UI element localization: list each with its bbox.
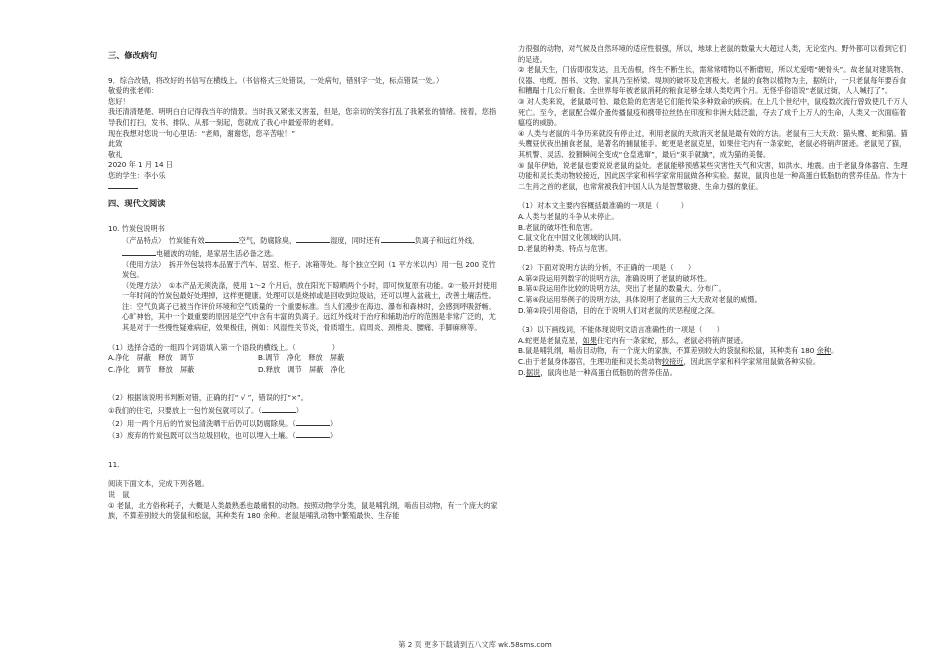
q3-option-d[interactable]: D.据说，鼠肉也是一种高蛋白低脂肪的营养佳品。	[518, 367, 677, 377]
article-paragraph-3: ③ 对人类来说，老鼠最可怕、最危险的危害是它们能传染多种致命的疾病。在上几个世纪中，鼠疫数次流行曾致使几千万人死亡。至今，老鼠配合媒介蚤传播鼠疫和携带拉丝热在印度和非洲大陆泛滥，夺去了成千上万人的生命，人类又一次面临着瘟疫的威胁。	[518, 96, 908, 128]
question-3: （3）以下画线词，不能体现说明文语言准确性的一项是（ ）	[518, 325, 724, 335]
letter-closing-2: 敬礼	[108, 149, 123, 159]
letter-date: 2020 年 1 月 14 日	[108, 160, 173, 170]
fill-blank[interactable]	[205, 234, 239, 243]
letter-body-1: 我还清清楚楚、明明白白记得我当年的情景。当时我又紧张又害羞，但是，您亲切的笑容打乱了我紧张的情绪。接着，您指导我们打扫，发书、排队、从那一刻起，您就成了我心中最爱带的老师。	[108, 107, 497, 127]
answer-blank[interactable]	[262, 404, 296, 413]
q11-number: 11.	[108, 459, 120, 469]
q3-option-c[interactable]: C.由于老鼠身体器官，生理功能和灵长类动物较接近，因此医学家和科学家常用鼠做各种实验。	[518, 357, 821, 367]
q9-intro: 9．综合改错，将改好的书信写在横线上。（书信格式三处错误，一处病句，错别字一处，标点错误一处。）	[108, 75, 444, 85]
option-c[interactable]: C.净化 调节 释放 屏蔽	[108, 364, 195, 374]
letter-body-2: 现在我想对您说一句心里话：“老师，谢谢您，您辛苦啦！”	[108, 128, 296, 138]
q11-intro: 阅读下面文本，完成下列各题。	[108, 479, 209, 489]
letter-salutation: 敬爱的张老师：	[108, 86, 159, 96]
q10-paragraph-3: （处理方法） ①本产品无须洗涤，使用 1～2 个月后，放在阳光下晾晒两个小时，即可恢复原有功能。②一般开封使用一年时间的竹炭包最好处理掉，这样更健康。处理可以是烧掉或是回收到垃圾站，还可以埋入盆栽土，改善土壤活性。	[122, 280, 498, 301]
article-paragraph-5: ⑤ 鼠年伊始，说老鼠也要说说老鼠的益处。老鼠能够预感某些灾害性天气和灾害，如洪水、地震。由于老鼠身体器官、生理功能和灵长类动物较接近，因此医学家和科学家常用鼠做各种实验。据说，鼠肉也是一种高蛋白低脂肪的营养佳品。作为十二生肖之首的老鼠，也常常被我们中国人认为是智慧敏捷、生命力强的象征。	[518, 160, 908, 191]
fill-blank[interactable]	[122, 247, 156, 256]
option-b[interactable]: B.调节 净化 释放 屏蔽	[258, 353, 345, 363]
letter-greeting: 您好！	[108, 96, 130, 106]
q2-option-a[interactable]: A.第②段运用列数字的说明方法，准确说明了老鼠的破坏性。	[518, 273, 712, 283]
option-a[interactable]: A.净化 屏蔽 释放 调节	[108, 353, 195, 363]
section-title-reading: 四、现代文阅读	[108, 198, 166, 209]
article-paragraph-1-cont: 力很强的动物，对气候及自然环境的适应性很强，所以，地球上老鼠的数量大大超过人类，无论室内、野外都可以看到它们的足迹。	[518, 44, 907, 64]
q3-option-a[interactable]: A.蛇更是老鼠克星，如果住宅内有一条家蛇，那么，老鼠必将销声匿迹。	[518, 335, 748, 345]
q3-option-b[interactable]: B.鼠是哺乳纲，啮齿目动物，有一个庞大的家族，不算差别较大的袋鼠和松鼠，其种类有 180 余种。	[518, 346, 839, 356]
q1-option-c[interactable]: C.鼠文化在中国文化领域的认同。	[518, 233, 626, 243]
q10-sub-1: （1）选择合适的一组四个词语填入第一个语段的横线上。（ ）	[108, 342, 339, 352]
fill-blank[interactable]	[296, 234, 330, 243]
letter-closing-1: 此致	[108, 139, 123, 149]
q11-article-title: 说 鼠	[108, 490, 130, 499]
article-paragraph-4: ④ 人类与老鼠的斗争历来就没有停止过，利用老鼠的天敌消灭老鼠是最有效的方法。老鼠有三大天敌：猫头鹰、蛇和猫。猫头鹰昼伏夜出捕食老鼠，是著名的捕鼠能手。蛇更是老鼠克星，如果住宅内有一条家蛇，老鼠必将销声匿迹。老鼠见了猫，其机警、灵活、狡猾瞬间全变成“仓皇逃窜”，最后“束手就擒”，成为猫的美餐。	[518, 128, 908, 159]
q10-paragraph-2: （使用方法） 拆开外包装将本品置于汽车、居室、柜子、冰箱等处。每个独立空间（1 平方米以内）用一包 200 克竹炭包。	[122, 259, 496, 280]
letter-signature: 您的学生：李小乐	[108, 170, 166, 180]
answer-blank[interactable]	[296, 429, 330, 438]
q2-option-b[interactable]: B.第①段运用作比较的说明方法，突出了老鼠的数量大、分布广。	[518, 284, 726, 294]
answer-line	[108, 182, 138, 189]
q10-paragraph-1: （产品特点） 竹炭能有效 空气，防腐除臭， 湿度，同时还有 负离子和远红外线、电磁波的功能，是家居生活必备之选。	[122, 236, 480, 258]
option-d[interactable]: D.释放 调节 屏蔽 净化	[258, 364, 345, 374]
page-footer: 第 2 页 更多下载请到五八文库 wk.58sms.com	[398, 640, 552, 649]
q11-paragraph-1: ① 老鼠，北方俗称耗子，大概是人类最熟悉也最痛恨的动物。按照动物学分类，鼠是哺乳纲，啮齿目动物，有一个庞大的家族，不算差别较大的袋鼠和松鼠，其种类有 180 余种。老鼠是哺乳动物中繁殖最快、生存能	[108, 500, 498, 521]
q1-option-a[interactable]: A.人类与老鼠的斗争从未停止。	[518, 211, 619, 221]
question-2: （2）下面对说明方法的分析，不正确的一项是（ ）	[518, 263, 696, 273]
q10-sub-2a: ①我们的住宅，只要放上一包竹炭包就可以了。（ ）	[108, 406, 303, 416]
q10-sub-2c: （3）废弃的竹炭包既可以当垃圾回收，也可以埋入土壤。（ ）	[108, 431, 338, 441]
q10-note: 注：空气负离子已被当作评价环境和空气质量的一个重要标准。当人们漫步在海边、瀑布和森林时，会感到呼吸舒畅、心旷神怡，其中一个最重要的原因是空气中含有丰富的负离子。远红外线对于治疗和辅助治疗的范围是非常广泛的，尤其是对于一些慢性疑难病症，效果极佳，例如：风湿性关节炎，骨质增生、肩周炎、颈椎炎、腰痛、手脚麻痹等。	[122, 301, 496, 333]
right-column	[518, 44, 913, 378]
q2-option-c[interactable]: C.第④段运用举例子的说明方法，具体说明了老鼠的三大天敌对老鼠的威慑。	[518, 295, 762, 305]
q2-option-d[interactable]: D.第②段引用俗语，目的在于说明人们对老鼠的厌恶程度之深。	[518, 305, 720, 315]
question-1: （1）对本文主要内容概括最准确的一项是（ ）	[518, 201, 688, 211]
left-column	[108, 44, 500, 522]
q10-sub-2b: （2）用一两个月后的竹炭包清洗晒干后仍可以防腐除臭。（ ）	[108, 418, 338, 428]
section-title-revision: 三、修改病句	[108, 50, 158, 60]
q10-sub-2: （2）根据该说明书判断对错，正确的打“ √ ”，错误的打“×”。	[108, 393, 308, 403]
q1-option-b[interactable]: B.老鼠的破坏性和危害。	[518, 222, 598, 232]
q10-options	[108, 353, 500, 375]
q1-option-d[interactable]: D.老鼠的种类、特点与危害。	[518, 243, 613, 253]
answer-blank[interactable]	[296, 417, 330, 426]
article-paragraph-2: ② 老鼠天生，门齿即很发达，且无齿根，终生不断生长，需常常啃物以不断磨短，所以尤爱啃“硬骨头”。故老鼠对建筑物、仪器、电缆、图书、文物、家具乃至桥梁、堤坝的破坏及危害极大。老鼠的食物以植物为主，据统计，一只老鼠每年要吞食和糟蹋十几公斤粮食。全世界每年被老鼠消耗的粮食足够全球人类吃两个月。无怪乎俗语说“老鼠过街，人人喊打了”。	[518, 65, 908, 96]
fill-blank[interactable]	[381, 234, 415, 243]
q10-title: 10. 竹炭包说明书	[108, 223, 165, 233]
